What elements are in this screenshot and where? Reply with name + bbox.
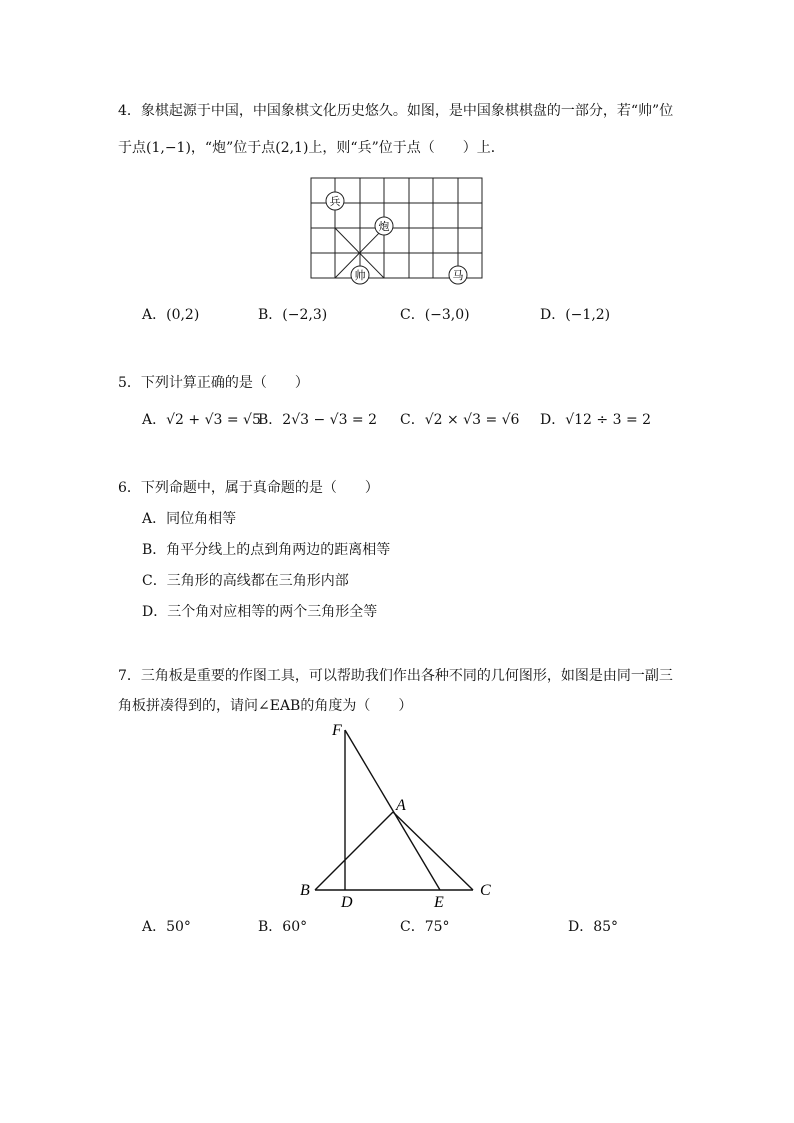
q7-stem-line2: 角板拼凑得到的，请问∠EAB的角度为（ ）	[118, 698, 413, 714]
piece-shuai	[351, 266, 369, 284]
svg-text:兵: 兵	[329, 195, 341, 208]
q6-option-c: C．三角形的高线都在三角形内部	[142, 573, 349, 589]
q7-option-d: D．85°	[568, 919, 619, 935]
triangle-figure	[290, 715, 510, 910]
svg-text:马: 马	[452, 269, 464, 282]
label-f: F	[332, 722, 342, 739]
svg-text:帅: 帅	[354, 269, 366, 282]
segment-ba	[315, 812, 393, 890]
label-d: D	[341, 894, 353, 911]
chess-board-figure	[300, 168, 500, 293]
q5-option-c: C．√2 × √3 = √6	[400, 412, 520, 428]
svg-text:炮: 炮	[378, 220, 390, 233]
piece-bing	[326, 192, 344, 210]
label-a: A	[396, 797, 406, 814]
q4-stem-line1: 4．象棋起源于中国，中国象棋文化历史悠久。如图，是中国象棋棋盘的一部分，若“帅”位	[118, 103, 674, 119]
q6-option-a: A．同位角相等	[142, 511, 237, 527]
q4-option-c: C．(−3,0)	[400, 307, 470, 323]
q4-option-b: B．(−2,3)	[258, 307, 328, 323]
q7-stem-line1: 7．三角板是重要的作图工具，可以帮助我们作出各种不同的几何图形，如图是由同一副三	[118, 668, 673, 684]
label-b: B	[300, 882, 310, 899]
q4-option-a: A．(0,2)	[142, 307, 200, 323]
q4-stem-line2: 于点(1,−1)，“炮”位于点(2,1)上，则“兵”位于点（ ）上．	[118, 140, 505, 156]
q7-option-c: C．75°	[400, 919, 450, 935]
q6-stem: 6．下列命题中，属于真命题的是（ ）	[118, 480, 379, 496]
q7-option-a: A．50°	[142, 919, 191, 935]
segment-fe	[345, 730, 440, 890]
q5-stem: 5．下列计算正确的是（ ）	[118, 375, 309, 391]
q6-option-d: D．三个角对应相等的两个三角形全等	[142, 604, 378, 620]
label-c: C	[480, 882, 491, 899]
piece-ma	[449, 266, 467, 284]
q5-option-d: D．√12 ÷ 3 = 2	[540, 412, 652, 428]
q6-option-b: B．角平分线上的点到角两边的距离相等	[142, 542, 391, 558]
piece-pao	[375, 217, 393, 235]
q4-option-d: D．(−1,2)	[540, 307, 611, 323]
q5-option-b: B．2√3 − √3 = 2	[258, 412, 378, 428]
label-e: E	[434, 894, 444, 911]
q5-option-a: A．√2 + √3 = √5	[142, 412, 261, 428]
q7-option-b: B．60°	[258, 919, 308, 935]
